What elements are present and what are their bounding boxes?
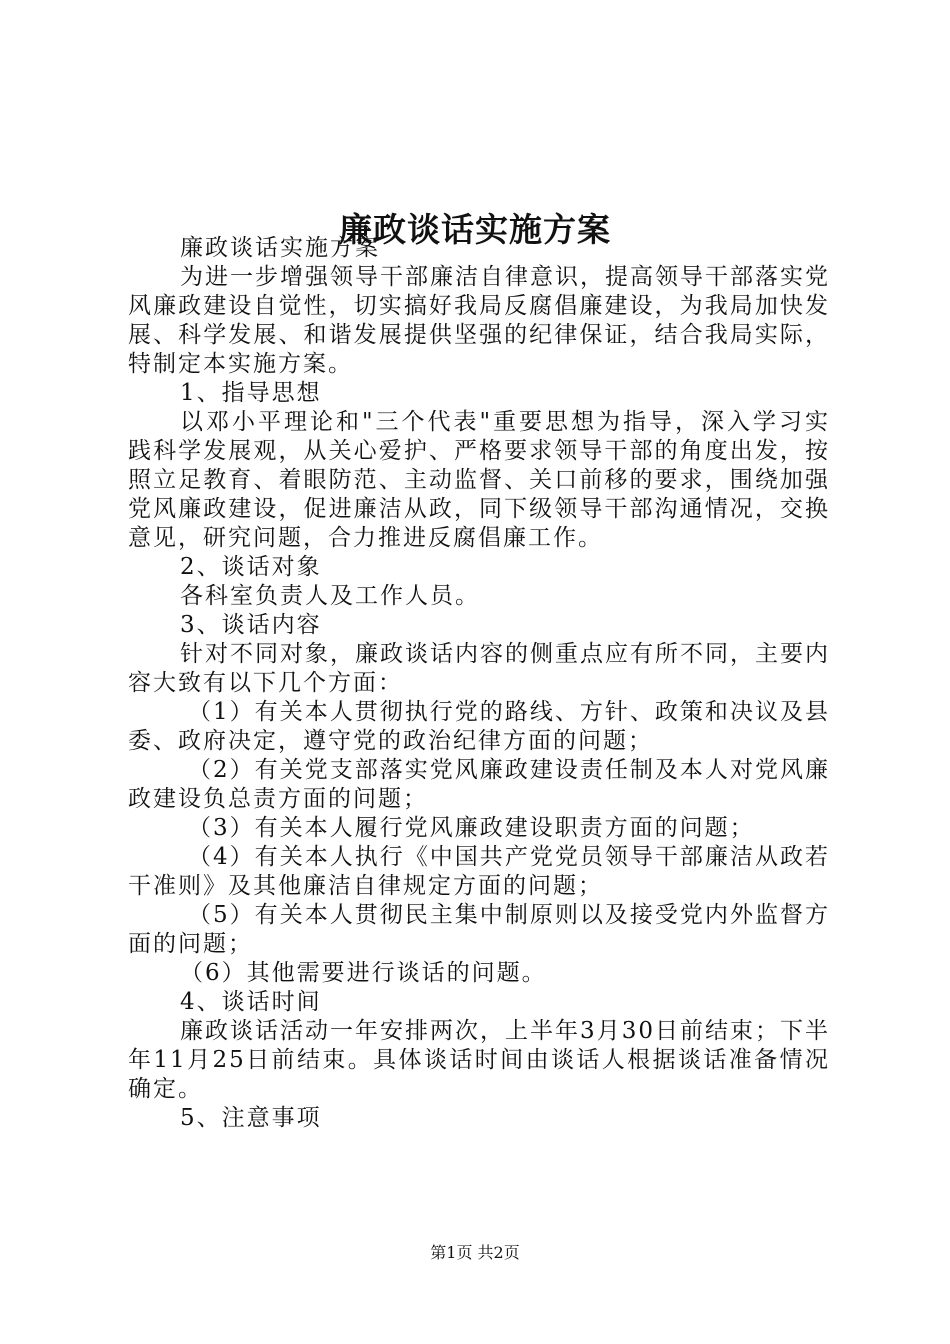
- paragraph-targets: 各科室负责人及工作人员。: [180, 583, 480, 609]
- paragraph-heading: 廉政谈话实施方案: [180, 235, 380, 261]
- section-heading-time: 4、谈话时间: [180, 989, 322, 1015]
- paragraph-guiding-thought: 以邓小平理论和"三个代表"重要思想为指导，深入学习实践科学发展观，从关心爱护、严格要求领导干部的角度出发，按照立足教育、着眼防范、主动监督、关口前移的要求，围绕加强党风廉政建设，促进廉洁从政，同下级领导干部沟通情况，交换意见，研究问题，合力推进反腐倡廉工作。: [128, 409, 830, 551]
- section-heading-content: 3、谈话内容: [180, 612, 322, 638]
- section-heading-notes: 5、注意事项: [180, 1105, 322, 1131]
- content-item-1: （1）有关本人贯彻执行党的路线、方针、政策和决议及县委、政府决定，遵守党的政治纪律方面的问题；: [128, 699, 830, 754]
- document-title: 廉政谈话实施方案: [339, 210, 611, 250]
- content-item-6: （6）其他需要进行谈话的问题。: [180, 960, 547, 986]
- content-item-3: （3）有关本人履行党风廉政建设职责方面的问题；: [188, 815, 755, 841]
- paragraph-content-intro: 针对不同对象，廉政谈话内容的侧重点应有所不同，主要内容大致有以下几个方面：: [128, 641, 830, 696]
- content-item-5: （5）有关本人贯彻民主集中制原则以及接受党内外监督方面的问题；: [128, 902, 830, 957]
- section-heading-guiding-thought: 1、指导思想: [180, 380, 322, 406]
- section-heading-targets: 2、谈话对象: [180, 554, 322, 580]
- page-footer: 第1页 共2页: [430, 1243, 520, 1262]
- document-body: [128, 234, 830, 1133]
- content-item-2: （2）有关党支部落实党风廉政建设责任制及本人对党风廉政建设负总责方面的问题；: [128, 757, 830, 812]
- paragraph-time: 廉政谈话活动一年安排两次，上半年3月30日前结束；下半年11月25日前结束。具体谈话时间由谈话人根据谈话准备情况确定。: [128, 1018, 830, 1102]
- content-item-4: （4）有关本人执行《中国共产党党员领导干部廉洁从政若干准则》及其他廉洁自律规定方面的问题；: [128, 844, 830, 899]
- paragraph-purpose: 为进一步增强领导干部廉洁自律意识，提高领导干部落实党风廉政建设自觉性，切实搞好我局反腐倡廉建设，为我局加快发展、科学发展、和谐发展提供坚强的纪律保证，结合我局实际，特制定本实施方案。: [128, 264, 830, 377]
